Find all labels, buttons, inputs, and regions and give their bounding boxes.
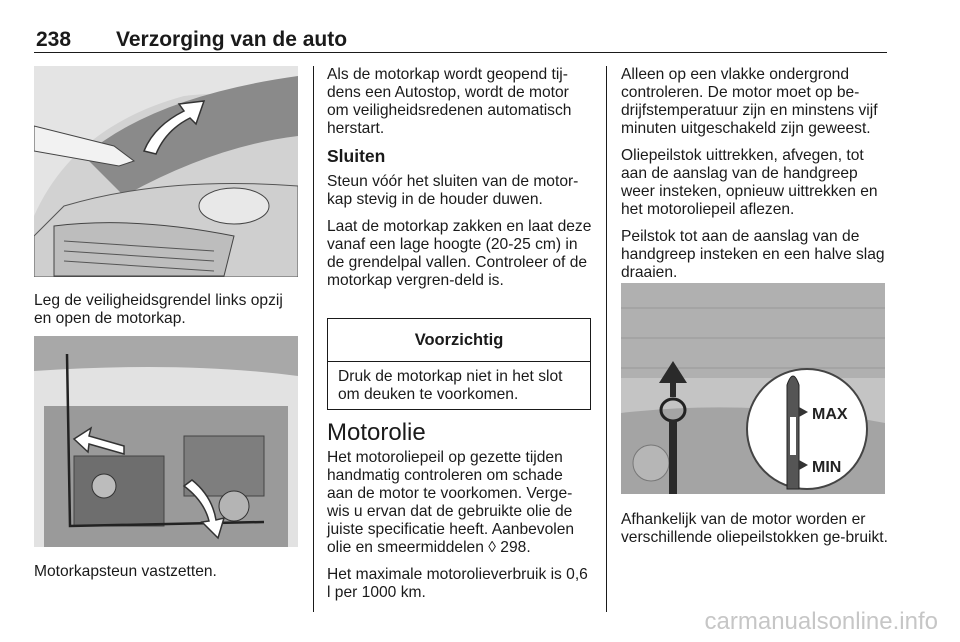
left-caption-2: Motorkapsteun vastzetten.: [34, 563, 217, 580]
caution-title: Voorzichtig: [328, 319, 590, 362]
dipstick-illustration: [621, 283, 885, 494]
dipstick-variants-paragraph: Afhankelijk van de motor worden er verschillende oliepeilstokken ge-bruikt.: [621, 511, 888, 546]
dipstick-insert-paragraph: Peilstok tot aan de aanslag van de handgreep insteken en een halve slag draaien.: [621, 228, 885, 281]
column-divider-1: [313, 66, 314, 612]
page-reference-link[interactable]: 298.: [500, 539, 531, 556]
hood-support-drawing: [34, 336, 298, 547]
sluiten-heading: Sluiten: [327, 146, 386, 166]
right-column-bottom: [621, 511, 891, 556]
left-caption-1: Leg de veiligheidsgrendel links opzij en open de motorkap.: [34, 292, 283, 327]
column-divider-2: [606, 66, 607, 612]
hood-latch-illustration: [34, 66, 298, 277]
header-rule: [34, 52, 887, 53]
page-reference-arrow-icon: ◊: [488, 539, 496, 556]
dipstick-max-label: MAX: [812, 406, 848, 423]
page-title: Verzorging van de auto: [116, 28, 348, 51]
check-conditions-paragraph: Alleen op een vlakke ondergrond controleren. De motor moet op be-drijfstemperatuur zijn en minstens vijf minuten uitgeschakeld zijn geweest.: [621, 66, 878, 137]
page-number: 238: [36, 28, 72, 51]
hood-latch-drawing: [34, 66, 298, 277]
hood-support-illustration: [34, 336, 298, 547]
motorolie-paragraph-text: Het motoroliepeil op gezette tijden handmatig controleren om schade aan de motor te voorkomen. Verge-wis u ervan dat de gebruikte olie de juiste specificatie heeft. Aanbevolen olie en smeermiddelen: [327, 449, 575, 556]
sluiten-paragraph-1: Steun vóór het sluiten van de motor-kap stevig in de houder duwen.: [327, 173, 579, 208]
left-caption-2-block: [34, 563, 299, 590]
watermark: carmanualsonline.info: [704, 608, 938, 635]
middle-column-top: [327, 66, 592, 299]
caution-text: Druk de motorkap niet in het slot om deuken te voorkomen.: [338, 368, 563, 403]
dipstick-procedure-paragraph: Oliepeilstok uittrekken, afvegen, tot aan de aanslag van de handgreep weer insteken, opnieuw uittrekken en het motoroliepeil aflezen.: [621, 147, 878, 218]
motorolie-paragraph: [327, 449, 592, 557]
motorolie-heading: Motorolie: [327, 419, 426, 446]
dipstick-min-label: MIN: [812, 459, 842, 476]
autostop-paragraph: Als de motorkap wordt geopend tij-dens een Autostop, wordt de motor om veiligheidsredenen automatisch herstart.: [327, 66, 572, 137]
sluiten-paragraph-2: Laat de motorkap zakken en laat deze vanaf een lage hoogte (20-25 cm) in de grendelpal vallen. Controleer of de motorkap vergren-deld is.: [327, 218, 592, 289]
left-caption-1-block: [34, 292, 299, 337]
oil-consumption-paragraph: Het maximale motorolieverbruik is 0,6 l per 1000 km.: [327, 566, 588, 601]
page-header: [36, 28, 886, 54]
caution-box: [327, 318, 591, 410]
dipstick-drawing: [621, 283, 885, 494]
right-column-top: [621, 66, 891, 291]
middle-column-bottom: [327, 420, 592, 611]
